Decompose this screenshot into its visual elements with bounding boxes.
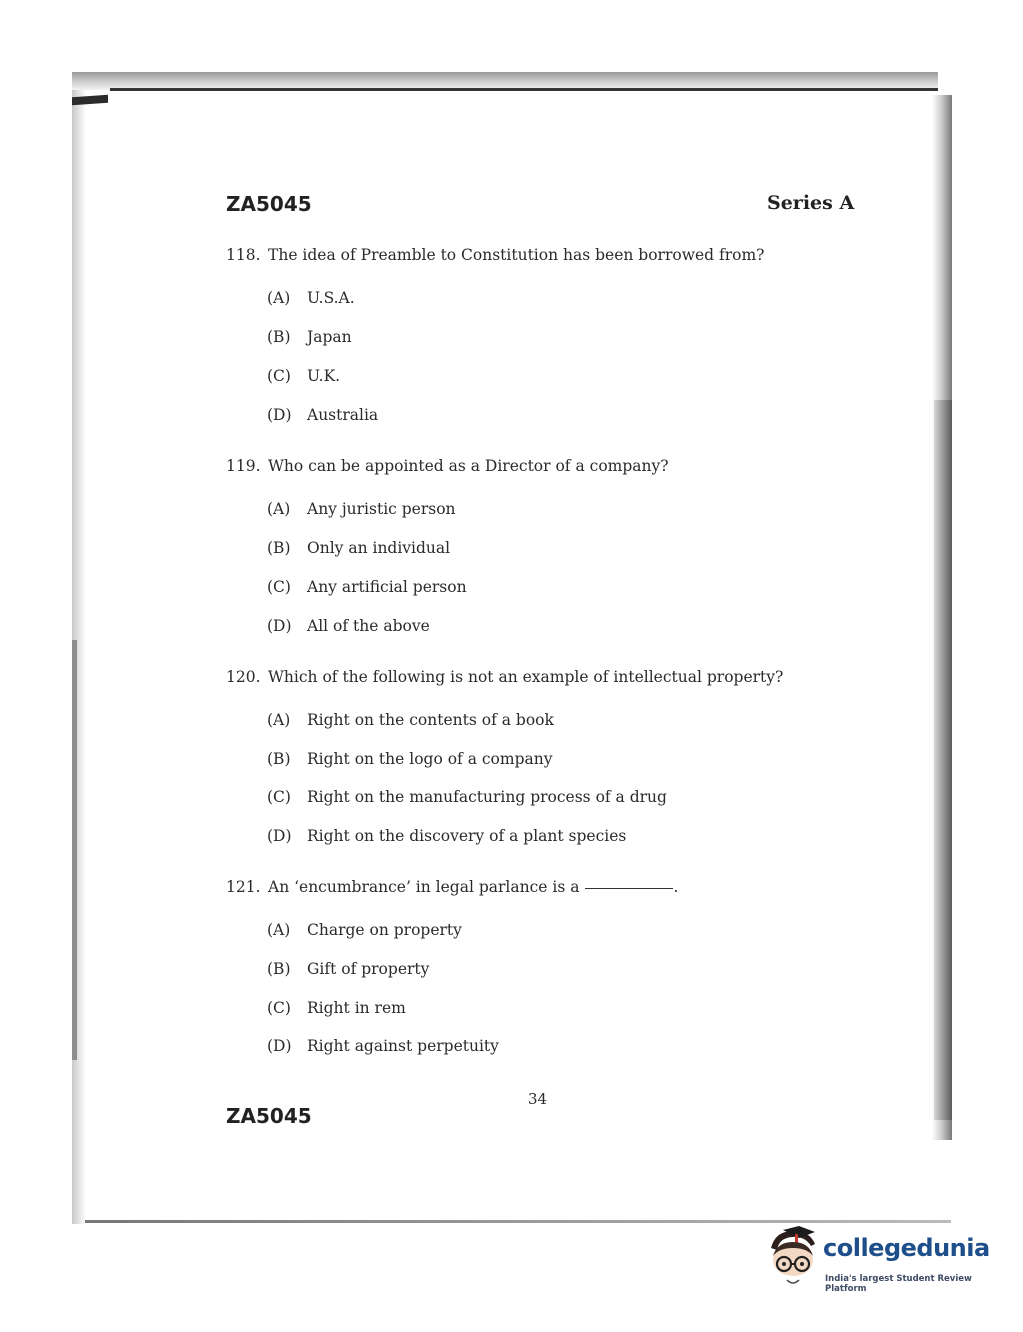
question-number: 119. [226, 457, 261, 475]
scan-left-mark [72, 95, 108, 106]
option-text: Gift of property [307, 960, 430, 978]
option-119-b [267, 539, 450, 557]
option-text: Any artificial person [307, 578, 467, 596]
option-118-b [267, 328, 352, 346]
option-letter: (C) [267, 578, 291, 596]
option-121-d [267, 1037, 499, 1055]
question-text: Who can be appointed as a Director of a company? [268, 457, 669, 475]
option-119-a [267, 500, 456, 518]
option-letter: (D) [267, 617, 292, 635]
question-number: 120. [226, 668, 261, 686]
option-121-c [267, 999, 406, 1017]
option-121-a [267, 921, 462, 939]
option-letter: (A) [267, 289, 291, 307]
scan-bottom-edge [85, 1220, 951, 1223]
option-letter: (A) [267, 500, 291, 518]
option-text: Only an individual [307, 539, 451, 557]
question-118 [226, 246, 764, 264]
option-letter: (B) [267, 539, 291, 557]
option-120-d [267, 827, 626, 845]
question-text-end: . [673, 878, 679, 896]
question-number: 118. [226, 246, 261, 264]
option-120-b [267, 750, 553, 768]
option-text: Right on the contents of a book [307, 711, 554, 729]
question-text: The idea of Preamble to Constitution has been borrowed from? [268, 246, 765, 264]
option-text: Australia [307, 406, 379, 424]
mascot-icon [765, 1226, 821, 1292]
option-118-c [267, 367, 340, 385]
series-label: Series A [767, 192, 855, 214]
option-letter: (C) [267, 788, 291, 806]
question-text: An ‘encumbrance’ in legal parlance is a [268, 878, 580, 896]
option-letter: (B) [267, 960, 291, 978]
paper-code-footer: ZA5045 [226, 1104, 312, 1128]
question-120 [226, 668, 783, 686]
option-text: Japan [307, 328, 352, 346]
page-number: 34 [528, 1090, 548, 1108]
option-letter: (D) [267, 1037, 292, 1055]
option-letter: (D) [267, 827, 292, 845]
option-letter: (D) [267, 406, 292, 424]
option-letter: (B) [267, 750, 291, 768]
question-text: Which of the following is not an example of intellectual property? [268, 668, 784, 686]
option-118-a [267, 289, 355, 307]
option-text: Right on the discovery of a plant species [307, 827, 627, 845]
option-text: All of the above [307, 617, 430, 635]
option-text: Right on the manufacturing process of a drug [307, 788, 667, 806]
option-letter: (C) [267, 367, 291, 385]
option-text: Right on the logo of a company [307, 750, 553, 768]
option-letter: (A) [267, 921, 291, 939]
scan-right-shadow [934, 400, 952, 1120]
answer-blank [585, 888, 673, 889]
option-text: Charge on property [307, 921, 462, 939]
option-119-c [267, 578, 467, 596]
logo-tagline: India's largest Student Review Platform [825, 1274, 972, 1294]
logo-name: collegedunia [823, 1234, 990, 1262]
paper-code-header: ZA5045 [226, 192, 312, 216]
option-letter: (B) [267, 328, 291, 346]
question-119 [226, 457, 669, 475]
option-118-d [267, 406, 378, 424]
collegedunia-logo [765, 1226, 995, 1296]
option-text: U.K. [307, 367, 341, 385]
question-number: 121. [226, 878, 261, 896]
option-letter: (C) [267, 999, 291, 1017]
option-text: Right in rem [307, 999, 406, 1017]
scan-left-shadow [72, 640, 77, 1060]
option-119-d [267, 617, 430, 635]
option-text: Right against perpetuity [307, 1037, 499, 1055]
option-121-b [267, 960, 429, 978]
option-120-c [267, 788, 667, 806]
option-text: U.S.A. [307, 289, 355, 307]
scan-top-rule [110, 88, 938, 91]
option-120-a [267, 711, 554, 729]
question-121 [226, 878, 678, 896]
option-text: Any juristic person [307, 500, 456, 518]
option-letter: (A) [267, 711, 291, 729]
